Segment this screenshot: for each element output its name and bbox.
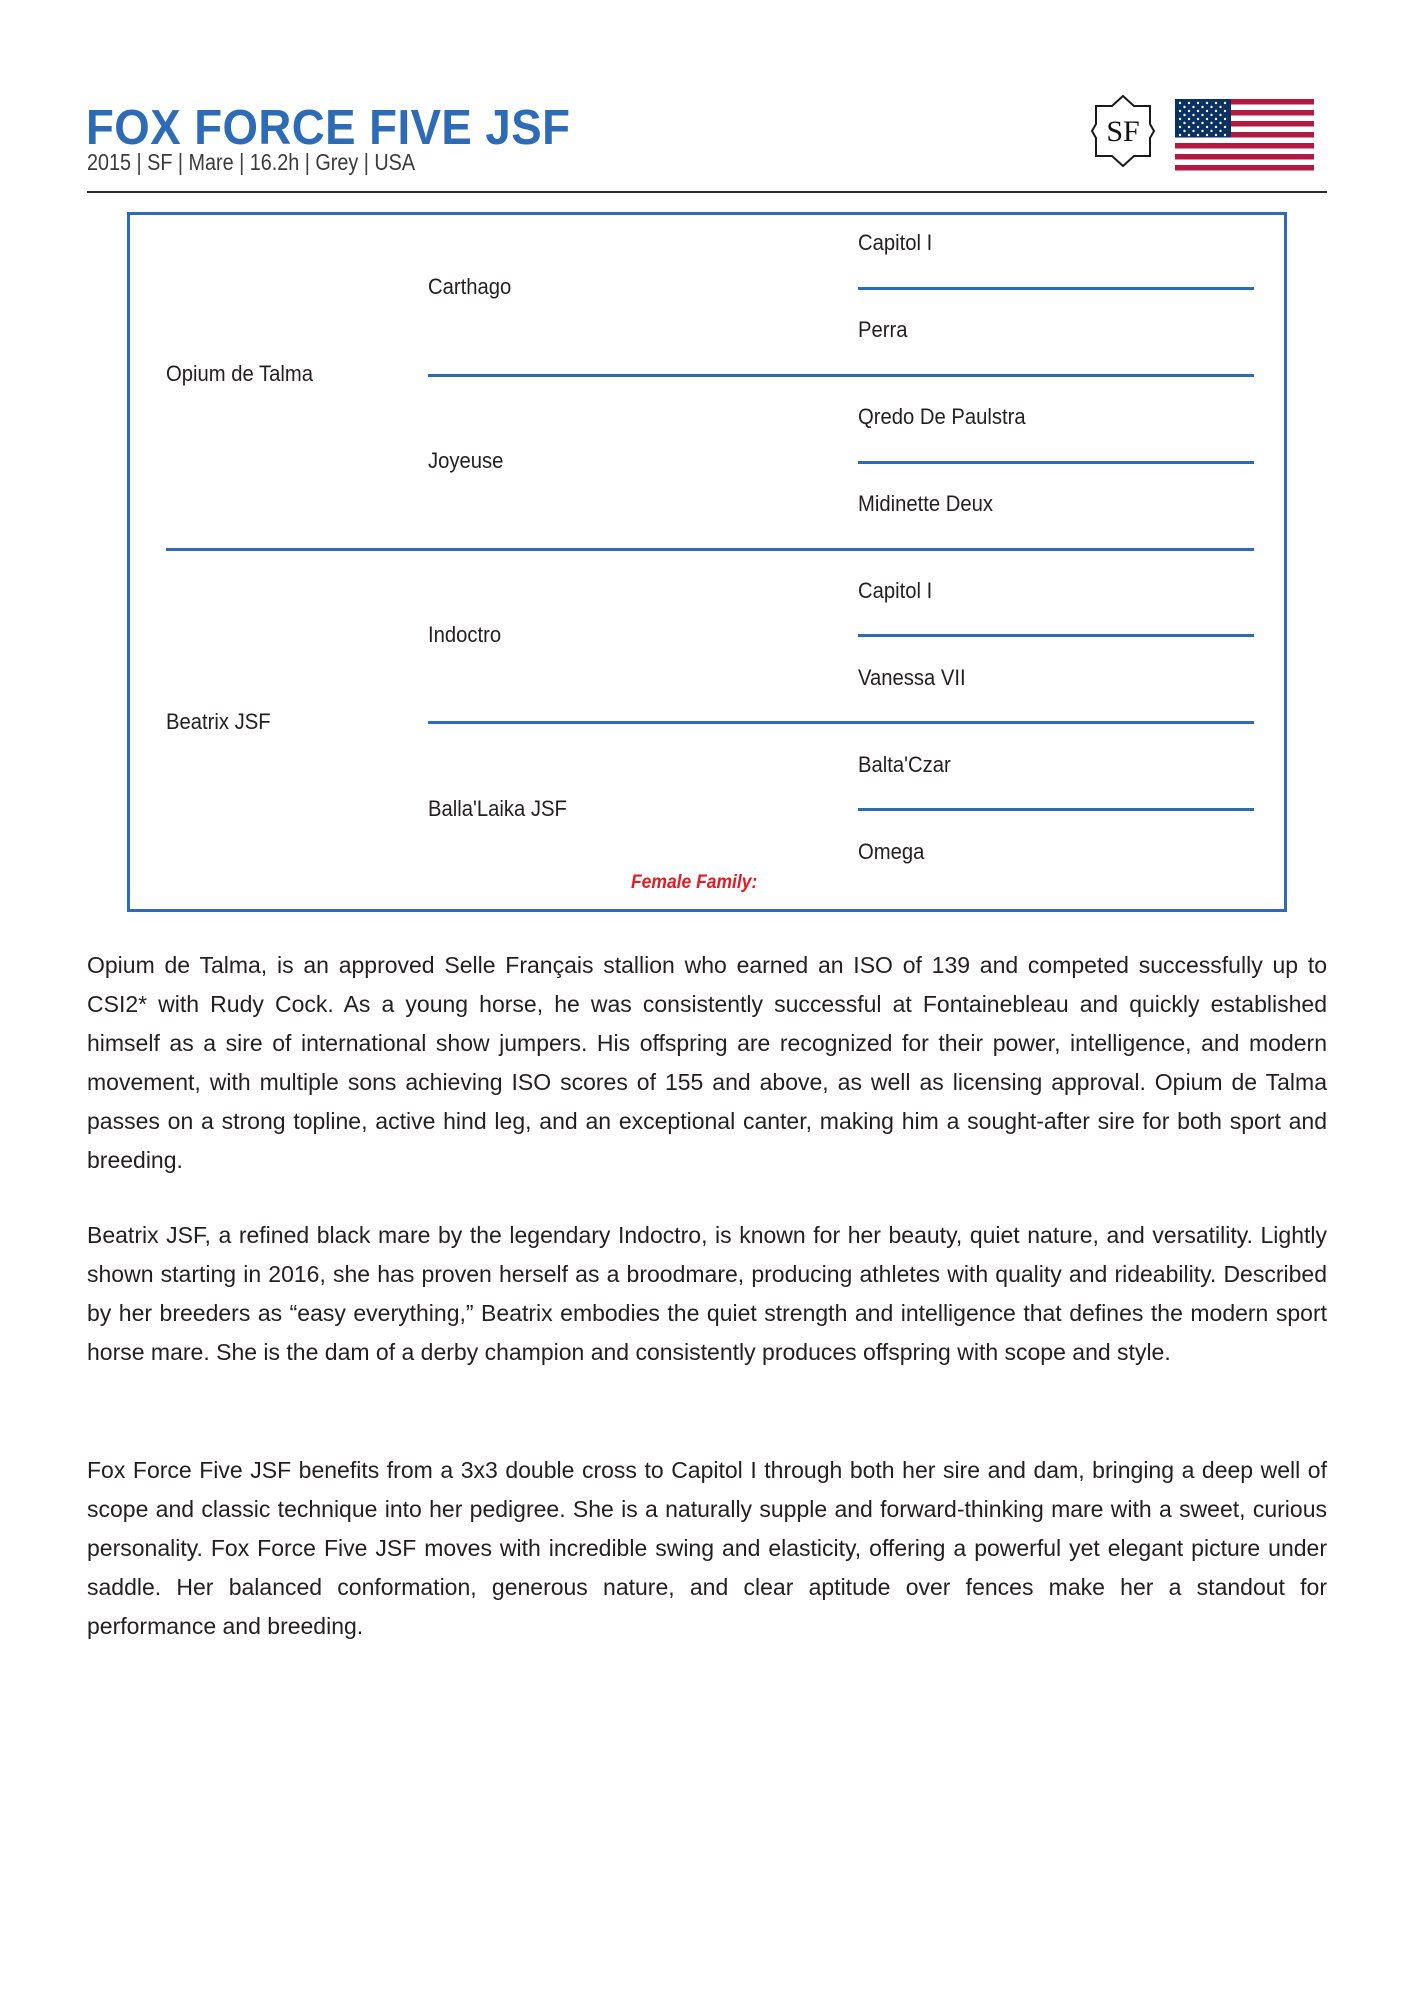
description-paragraph: Opium de Talma, is an approved Selle Français stallion who earned an ISO of 139 and competed successfully up to CSI2* with Rudy Cock. As a young horse, he was consistently successful at Fontainebleau and quickly established himself as a sire of international show jumpers. His offspring are recognized for their power, intelligence, and modern movement, with multiple sons achieving ISO scores of 155 and above, as well as licensing approval. Opium de Talma passes on a strong topline, active hind leg, and an exceptional canter, making him a sought-after sire for both sport and breeding. — [87, 952, 1327, 1173]
pedigree-dam-dam-dam: Omega — [858, 839, 925, 864]
pedigree-sire-sire-sire: Capitol I — [858, 230, 933, 255]
pedigree-sire-sire: Carthago — [428, 274, 512, 299]
pedigree-sire: Opium de Talma — [166, 361, 313, 386]
pedigree-chart — [127, 212, 1287, 912]
pedigree-divider — [428, 374, 1254, 377]
selle-francais-logo-icon — [1090, 94, 1156, 168]
horse-details-subtitle: 2015 | SF | Mare | 16.2h | Grey | USA — [87, 149, 416, 175]
pedigree-sire-sire-dam: Perra — [858, 317, 908, 342]
pedigree-divider — [858, 287, 1254, 290]
pedigree-divider — [166, 548, 1254, 551]
pedigree-sire-dam: Joyeuse — [428, 448, 504, 473]
pedigree-sire-dam-sire: Qredo De Paulstra — [858, 404, 1026, 429]
horse-name-title: FOX FORCE FIVE JSF — [86, 101, 571, 155]
svg-text:SF: SF — [1106, 115, 1140, 148]
pedigree-divider — [858, 634, 1254, 637]
description-paragraph: Beatrix JSF, a refined black mare by the legendary Indoctro, is known for her beauty, quiet nature, and versatility. Lightly shown starting in 2016, she has proven herself as a broodmare, producing athletes with quality and rideability. Described by her breeders as “easy everything,” Beatrix embodies the quiet strength and intelligence that defines the modern sport horse mare. She is the dam of a derby champion and consistently produces offspring with scope and style. — [87, 1222, 1327, 1365]
pedigree-sire-dam-dam: Midinette Deux — [858, 491, 994, 516]
pedigree-dam-sire: Indoctro — [428, 622, 502, 647]
pedigree-divider — [858, 461, 1254, 464]
pedigree-divider — [858, 808, 1254, 811]
female-family-label: Female Family: — [631, 872, 758, 893]
pedigree-divider — [428, 721, 1254, 724]
description-paragraph: Fox Force Five JSF benefits from a 3x3 double cross to Capitol I through both her sire and dam, bringing a deep well of scope and classic technique into her pedigree. She is a naturally supple and forward-thinking mare with a sweet, curious personality. Fox Force Five JSF moves with incredible swing and elasticity, offering a powerful yet elegant picture under saddle. Her balanced conformation, generous nature, and clear aptitude over fences make her a standout for performance and breeding. — [87, 1457, 1327, 1639]
usa-flag-icon — [1175, 99, 1314, 171]
header-divider — [87, 191, 1327, 193]
pedigree-dam: Beatrix JSF — [166, 709, 271, 734]
pedigree-dam-sire-sire: Capitol I — [858, 578, 933, 603]
pedigree-dam-dam: Balla'Laika JSF — [428, 796, 567, 821]
pedigree-dam-sire-dam: Vanessa VII — [858, 665, 966, 690]
pedigree-dam-dam-sire: Balta'Czar — [858, 752, 951, 777]
